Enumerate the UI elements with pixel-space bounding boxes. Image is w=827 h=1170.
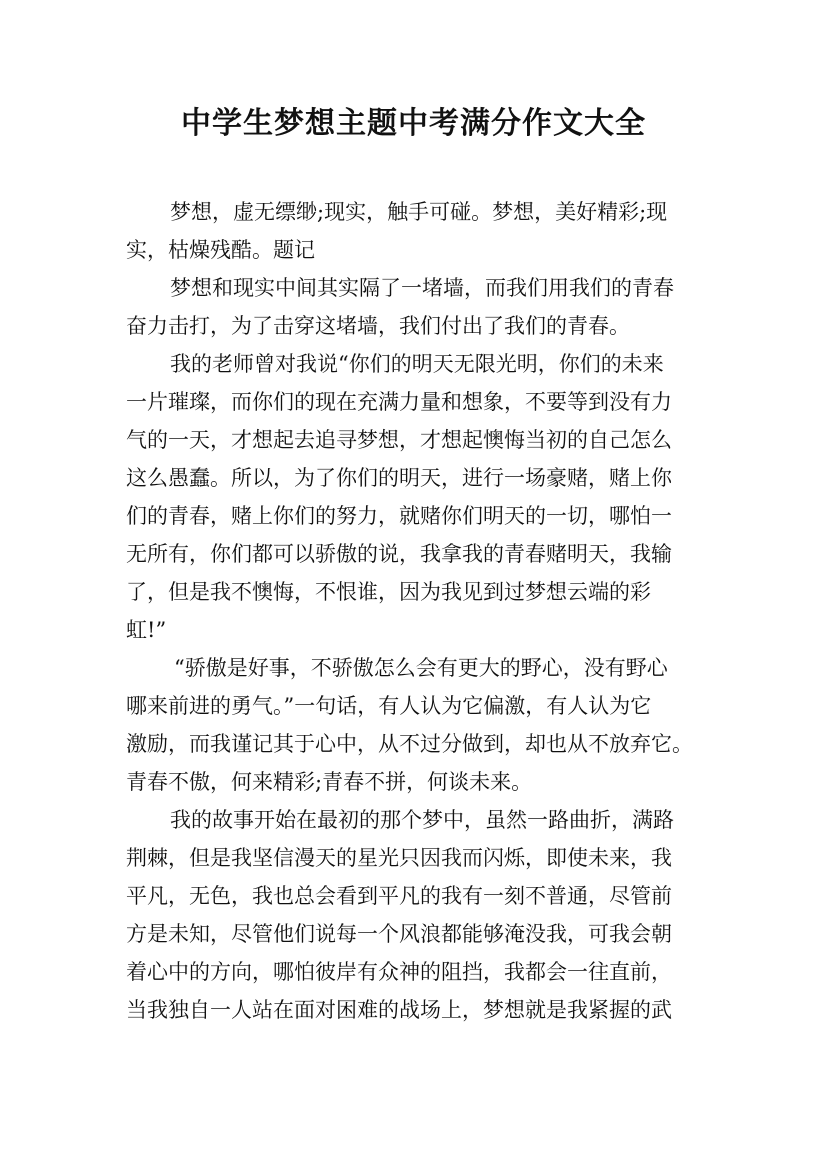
text-line: 这么愚蠢。所以，为了你们的明天，进行一场豪赌，赌上你 [126,466,672,490]
text-line: 们的青春，赌上你们的努力，就赌你们明天的一切，哪怕一 [126,504,672,528]
text-line: 哪来前进的勇气。”一句话，有人认为它偏激，有人认为它 [126,694,652,718]
text-line: “骄傲是好事，不骄傲怎么会有更大的野心，没有野心 [174,656,668,680]
text-line: 梦想，虚无缥缈;现实，触手可碰。梦想，美好精彩;现 [170,200,668,224]
text-line: 当我独自一人站在面对困难的战场上，梦想就是我紧握的武 [126,998,672,1022]
text-line: 青春不傲，何来精彩;青春不拼，何谈未来。 [126,770,533,794]
text-line: 着心中的方向，哪怕彼岸有众神的阻挡，我都会一往直前， [126,960,672,984]
text-line: 奋力击打，为了击穿这堵墙，我们付出了我们的青春。 [126,314,630,338]
document-title: 中学生梦想主题中考满分作文大全 [181,106,646,141]
text-line: 我的故事开始在最初的那个梦中，虽然一路曲折，满路 [170,808,674,832]
text-line: 气的一天，才想起去追寻梦想，才想起懊悔当初的自己怎么 [126,428,672,452]
text-line: 梦想和现实中间其实隔了一堵墙，而我们用我们的青春 [170,276,674,300]
text-line: 平凡，无色，我也总会看到平凡的我有一刻不普通，尽管前 [126,884,672,908]
text-line: 荆棘，但是我坚信漫天的星光只因我而闪烁，即使未来，我 [126,846,672,870]
document-body [126,193,710,1029]
text-line: 我的老师曾对我说“你们的明天无限光明，你们的未来 [170,352,664,376]
text-line: 激励，而我谨记其于心中，从不过分做到，却也从不放弃它。 [126,732,693,756]
text-line: 无所有，你们都可以骄傲的说，我拿我的青春赌明天，我输 [126,542,672,566]
text-line: 虹!” [126,618,167,642]
text-line: 一片璀璨，而你们的现在充满力量和想象，不要等到没有力 [126,390,672,414]
text-line: 方是未知，尽管他们说每一个风浪都能够淹没我，可我会朝 [126,922,672,946]
text-line: 了，但是我不懊悔，不恨谁，因为我见到过梦想云端的彩 [126,580,651,604]
text-line: 实，枯燥残酷。题记 [126,238,315,262]
